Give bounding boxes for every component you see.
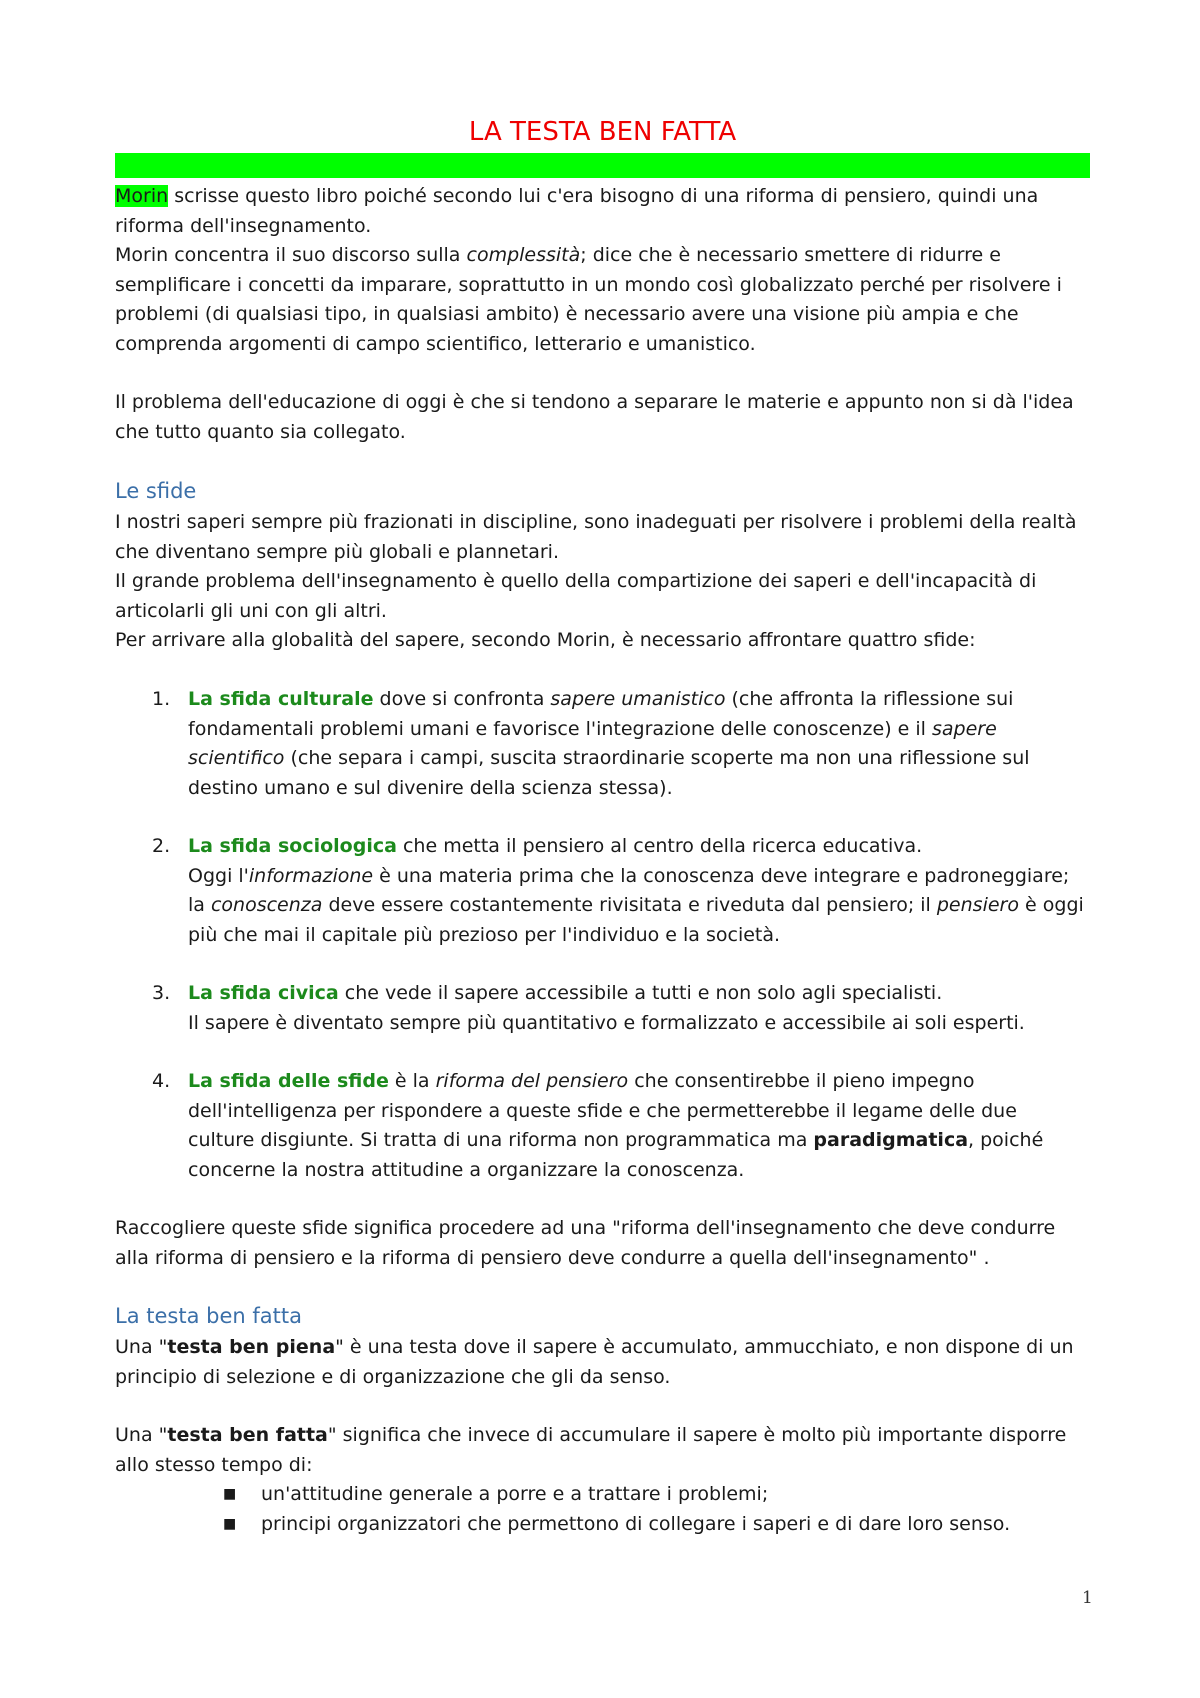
conclusion-paragraph: Raccogliere queste sfide significa procedere ad una "riforma dell'insegnamento che deve condurre alla riforma di pensiero e la riforma di pensiero deve condurre a quella dell'insegnamento" . <box>115 1217 1056 1269</box>
square-bullet-icon: ■ <box>223 1486 237 1502</box>
bullet-item: principi organizzatori che permettono di collegare i saperi e di dare loro senso. <box>261 1513 1011 1535</box>
list-item-text: La sfida delle sfide è la riforma del pensiero che consentirebbe il pieno impegno dell'intelligenza per rispondere a queste sfide e che permetterebbe il legame delle due culture disgiunte. Si tratta di una riforma non programmatica ma paradigmatica, poiché concerne la nostra attitudine a organizzare la conoscenza. <box>188 1070 1044 1181</box>
highlighted-word: Morin <box>115 185 169 207</box>
list-number: 1. <box>152 688 171 710</box>
list-item-text: La sfida sociologica che metta il pensiero al centro della ricerca educativa. Oggi l'informazione è una materia prima che la conoscenza deve integrare e padroneggiare; la conoscenza deve essere costantemente rivisitata e riveduta dal pensiero; il pensiero è oggi più che mai il capitale più prezioso per l'individuo e la società. <box>188 835 1084 946</box>
section-heading-le-sfide: Le sfide <box>115 479 197 503</box>
testa-paragraph-1: Una "testa ben piena" è una testa dove il sapere è accumulato, ammucchiato, e non dispone di un principio di selezione e di organizzazione che gli da senso. <box>115 1336 1074 1388</box>
list-item-text: La sfida culturale dove si confronta sapere umanistico (che affronta la riflessione sui fondamentali problemi umani e favorisce l'integrazione delle conoscenze) e il sapere scientifico (che separa i campi, suscita straordinarie scoperte ma non una riflessione sul destino umano e sul divenire della scienza stessa). <box>188 688 1030 799</box>
intro-paragraph-1: Morin scrisse questo libro poiché secondo lui c'era bisogno di una riforma di pensiero, quindi una riforma dell'insegnamento. <box>115 185 1039 237</box>
section-heading-testa-ben-fatta: La testa ben fatta <box>115 1304 302 1328</box>
list-item-text: La sfida civica che vede il sapere accessibile a tutti e non solo agli specialisti. Il sapere è diventato sempre più quantitativo e formalizzato e accessibile ai soli esperti. <box>188 982 1025 1034</box>
testa-paragraph-2: Una "testa ben fatta" significa che invece di accumulare il sapere è molto più importante disporre allo stesso tempo di: <box>115 1424 1067 1476</box>
square-bullet-icon: ■ <box>223 1516 237 1532</box>
list-number: 3. <box>152 982 171 1004</box>
intro-paragraph-3: Il problema dell'educazione di oggi è che si tendono a separare le materie e appunto non si dà l'idea che tutto quanto sia collegato. <box>115 391 1074 443</box>
document-title: LA TESTA BEN FATTA <box>468 117 737 147</box>
bullet-item: un'attitudine generale a porre e a trattare i problemi; <box>261 1483 769 1505</box>
title-highlight-bar <box>115 153 1090 178</box>
sfide-paragraph-3: Per arrivare alla globalità del sapere, secondo Morin, è necessario affrontare quattro sfide: <box>115 629 976 651</box>
intro-paragraph-2: Morin concentra il suo discorso sulla complessità; dice che è necessario smettere di ridurre e semplificare i concetti da imparare, soprattutto in un mondo così globalizzato perché per risolvere i problemi (di qualsiasi tipo, in qualsiasi ambito) è necessario avere una visione più ampia e che comprenda argomenti di campo scientifico, letterario e umanistico. <box>115 244 1062 355</box>
page-number: 1 <box>1082 1588 1093 1608</box>
sfide-paragraph-2: Il grande problema dell'insegnamento è quello della compartizione dei saperi e dell'incapacità di articolarli gli uni con gli altri. <box>115 570 1037 622</box>
sfide-paragraph-1: I nostri saperi sempre più frazionati in discipline, sono inadeguati per risolvere i problemi della realtà che diventano sempre più globali e plannetari. <box>115 511 1077 563</box>
list-number: 4. <box>152 1070 171 1092</box>
list-number: 2. <box>152 835 171 857</box>
